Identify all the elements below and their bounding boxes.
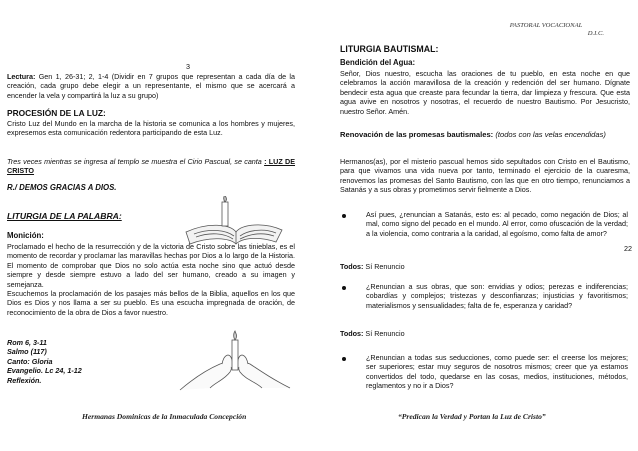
todos-response-1: [340, 262, 405, 271]
bendicion-text: Señor, Dios nuestro, escucha las oraciones de tu pueblo, en esta noche en que celebramos la acción maravillosa de la creación y redención del ser humano. Dígnate bendecir esta agua que creaste para fecundar la tierra, dar limpieza y frescura. Que esta agua avive en nosotros y nosotras, el recuerdo de nuestro Bautismo. Por Jesucristo, nuestro Señor. Amén.: [340, 69, 630, 116]
reading-item: Reflexión.: [7, 375, 42, 385]
right-page-number: 22: [620, 244, 632, 253]
reading-item: Rom 6, 3-11: [7, 338, 47, 347]
lectura-block: [7, 72, 295, 100]
right-footer: “Predican la Verdad y Portan la Luz de Cristo”: [398, 412, 546, 421]
bullet-icon: [342, 286, 346, 290]
lectura-text: Gen 1, 26-31; 2, 1-4 (Dividir en 7 grupos que representan a cada día de la creación, cada grupo debe elegir a un representante, el mismo que se acercará a encender la vela y compartirá la luz a su grupo): [7, 72, 295, 100]
monicion-label: Monición:: [7, 231, 44, 240]
response-text: Sí Renuncio: [365, 262, 405, 271]
todos-label: Todos:: [340, 329, 364, 338]
renovacion-note: (todos con las velas encendidas): [495, 130, 606, 139]
monicion-text: Proclamado el hecho de la resurrección y de la victoria de Cristo sobre las tinieblas, es el momento de recordar y proclamar las maravillas hechas por Dios a lo largo de la Historia. El momento de comprobar que Dios no solo actúa esta noche sino que actuó desde siempre y desde siempre estuvo a lado del ser humano, creado a su imagen y semejanza.: [7, 242, 295, 289]
reading-item: Canto: Gloria: [7, 356, 53, 366]
hands-candle-illustration: [176, 330, 294, 392]
bendicion-label: Bendición del Agua:: [340, 58, 416, 67]
tres-veces-text: Tres veces mientras se ingresa al templo se muestra el Cirio Pascual, se canta: [7, 157, 262, 166]
tres-veces-block: [7, 157, 295, 176]
renovacion-block: [340, 130, 630, 140]
hermanos-text: Hermanos(as), por el misterio pascual hemos sido sepultados con Cristo en el Bautismo, para que vivamos una vida nueva por tanto, terminado el ejercicio de la cuaresma, renovemos las promesas del Santo Bautismo, con las que en otro tiempo, renunciamos a Satanás y a sus obras y prometimos servir fielmente a Dios.: [340, 157, 630, 195]
header-line-1: PASTORAL VOCACIONAL: [509, 22, 583, 29]
reading-item: Evangelio. Lc 24, 1-12: [7, 366, 82, 376]
question-3: ¿Renuncian a todas sus seducciones, como puede ser: el creerse los mejores; ser superiores; estar muy seguros de nosotros mismos; creer que ya estamos convertidos del todo, quedarse en las cosas, medios, instituciones, métodos, reglamentos y no ir a Dios?: [366, 353, 628, 391]
response-text: Sí Renuncio: [365, 329, 405, 338]
liturgia-bautismal-title: LITURGIA BAUTISMAL:: [340, 44, 439, 54]
question-2: ¿Renuncian a sus obras, que son: envidias y odios; perezas e indiferencias; cobardías y complejos; tristezas y desconfianzas; injusticias y favoritismos; materialismos y sensualidades; falta de fe, esperanza y caridad?: [366, 282, 628, 310]
lectura-label: Lectura:: [7, 72, 36, 81]
question-1: Así pues, ¿renuncian a Satanás, esto es: al pecado, como negación de Dios; al mal, como signo del pecado en el mundo. Al error, como ofuscación de la verdad; a la violencia, como contraria a la caridad, al egoísmo, como falta de amor?: [366, 210, 628, 238]
bullet-icon: [342, 214, 346, 218]
bible-illustration: [178, 196, 286, 248]
left-page-number: 3: [186, 62, 190, 71]
escuchemos-text: Escuchemos la proclamación de los pasajes más bellos de la Biblia, aquellos en los que Dios es Dios y nos llama a ser su pueblo. Es una escucha impregnada de oración, de reconocimiento de la obra de Dios a favor nuestro.: [7, 289, 295, 317]
left-footer: Hermanas Dominicas de la Inmaculada Concepción: [82, 412, 247, 421]
readings-list: [7, 338, 82, 385]
procesion-title: PROCESIÓN DE LA LUZ:: [7, 108, 106, 118]
todos-response-2: [340, 329, 405, 338]
luz-de-cristo: : LUZ DE CRISTO: [7, 157, 296, 176]
respuesta: R./ DEMOS GRACIAS A DIOS.: [7, 183, 117, 192]
header: [470, 22, 622, 38]
todos-label: Todos:: [340, 262, 364, 271]
liturgia-palabra-title: LITURGIA DE LA PALABRA:: [7, 211, 122, 221]
renovacion-label: Renovación de las promesas bautismales:: [340, 130, 494, 139]
header-line-2: D.I.C.: [587, 30, 604, 37]
reading-item: Salmo (117): [7, 347, 47, 357]
procesion-text: Cristo Luz del Mundo en la marcha de la historia se comunica a los hombres y mujeres, expresemos esta comunicación redentora participando de esta Luz.: [7, 119, 295, 138]
bullet-icon: [342, 357, 346, 361]
